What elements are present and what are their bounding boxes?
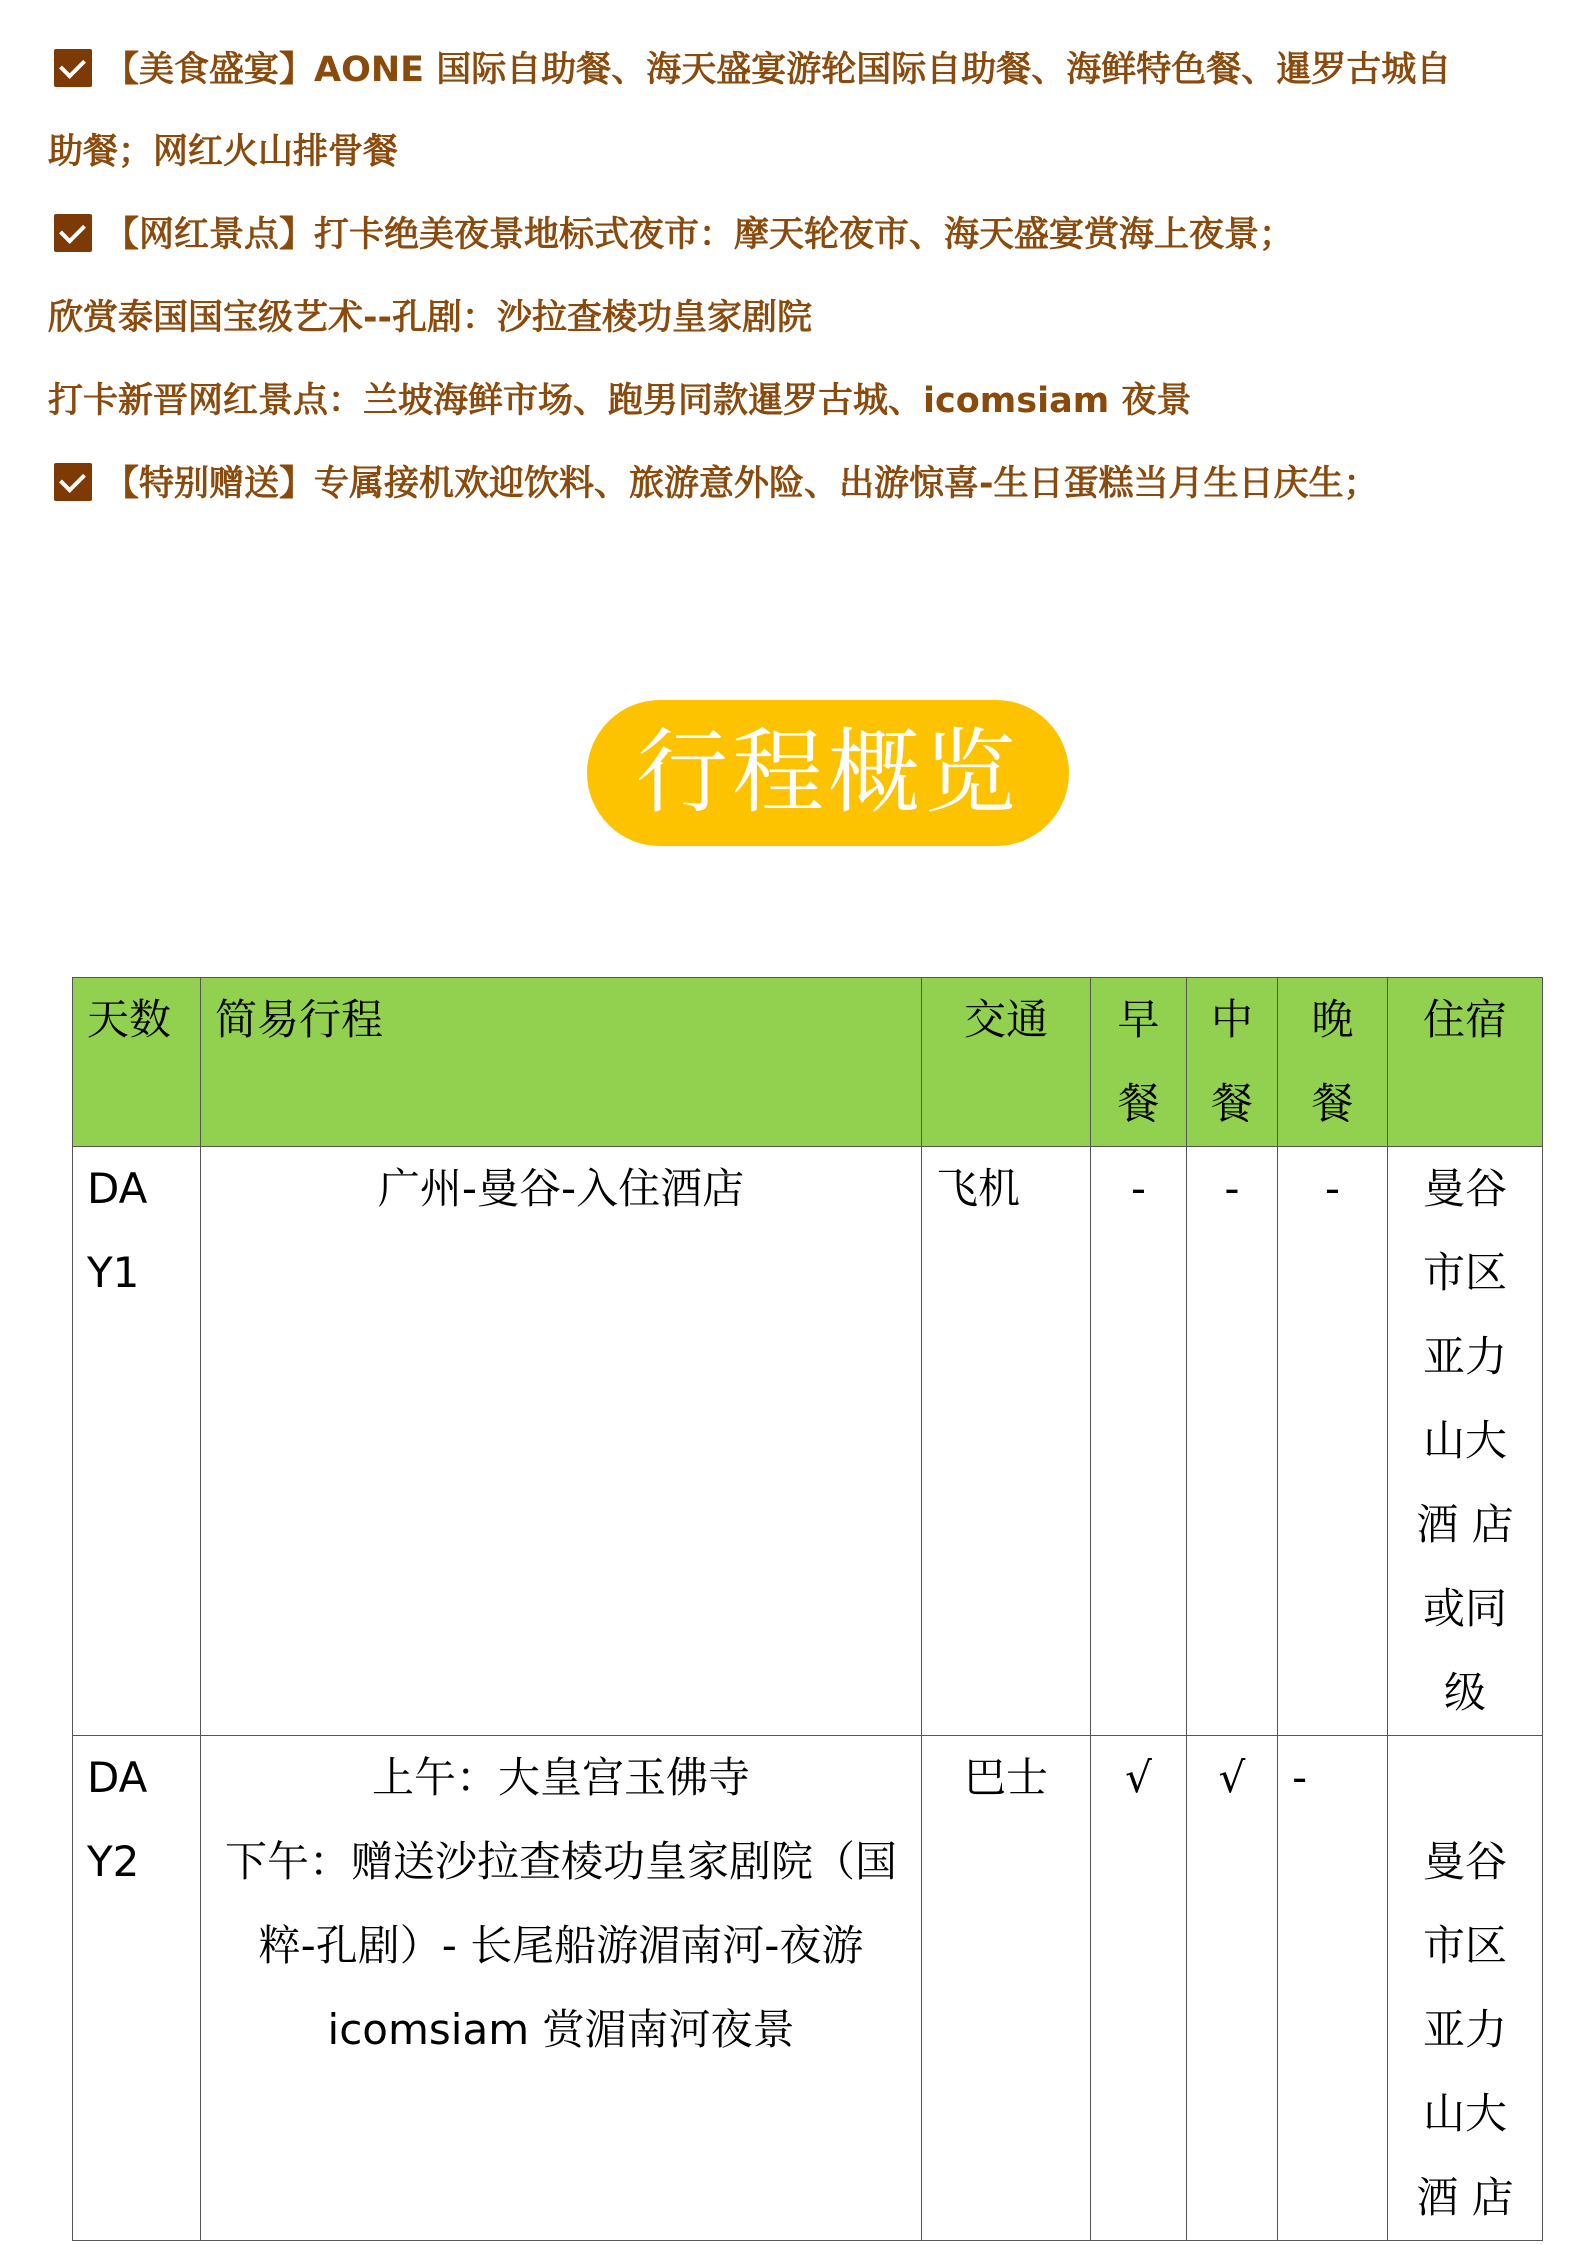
row-hotel: 曼谷 市区 亚力 山大 酒 店 或同 级	[1388, 1147, 1543, 1736]
checkbox-checked-icon	[54, 49, 92, 87]
row-plan: 上午：大皇宫玉佛寺 下午：赠送沙拉查棱功皇家剧院（国 粹-孔剧）- 长尾船游湄南河-夜游 icomsiam 赏湄南河夜景	[201, 1736, 922, 2241]
row-transport: 飞机	[922, 1147, 1091, 1736]
row-transport: 巴士	[922, 1736, 1091, 2241]
itinerary-table	[72, 977, 1543, 2241]
row-lunch: -	[1187, 1147, 1278, 1736]
header-transport: 交通	[922, 978, 1091, 1147]
highlight-gifts: 【特别赠送】专属接机欢迎饮料、旅游意外险、出游惊喜-生日蛋糕当月生日庆生；	[48, 442, 1568, 526]
highlight-food-cont: 助餐；网红火山排骨餐	[48, 132, 399, 172]
header-lunch: 中 餐	[1187, 978, 1278, 1147]
row-hotel: 曼谷 市区 亚力 山大 酒 店	[1388, 1736, 1543, 2241]
row-breakfast: -	[1091, 1147, 1187, 1736]
header-dinner: 晚 餐	[1278, 978, 1388, 1147]
row-plan: 广州-曼谷-入住酒店	[201, 1147, 922, 1736]
highlight-sights-2: 欣赏泰国国宝级艺术--孔剧：沙拉查棱功皇家剧院	[48, 298, 813, 338]
checkbox-checked-icon	[54, 463, 92, 501]
table-header-row	[73, 978, 1543, 1147]
highlight-sights-3: 打卡新晋网红景点：兰坡海鲜市场、跑男同款暹罗古城、icomsiam 夜景	[48, 381, 1192, 421]
row-lunch: √	[1187, 1736, 1278, 2241]
table-row	[73, 1147, 1543, 1736]
header-hotel: 住宿	[1388, 978, 1543, 1147]
row-day: DA Y2	[73, 1736, 201, 2241]
row-breakfast: √	[1091, 1736, 1187, 2241]
highlight-sights: 【网红景点】打卡绝美夜景地标式夜市：摩天轮夜市、海天盛宴赏海上夜景；	[48, 193, 1568, 277]
header-breakfast: 早 餐	[1091, 978, 1187, 1147]
row-day: DA Y1	[73, 1147, 201, 1736]
section-title-badge: 行程概览	[587, 700, 1069, 846]
checkbox-checked-icon	[54, 214, 92, 252]
header-day: 天数	[73, 978, 201, 1147]
highlight-food: 【美食盛宴】AONE 国际自助餐、海天盛宴游轮国际自助餐、海鲜特色餐、暹罗古城自	[48, 28, 1568, 112]
row-dinner: -	[1278, 1147, 1388, 1736]
header-plan: 简易行程	[201, 978, 922, 1147]
row-dinner: -	[1278, 1736, 1388, 2241]
table-row	[73, 1736, 1543, 2241]
